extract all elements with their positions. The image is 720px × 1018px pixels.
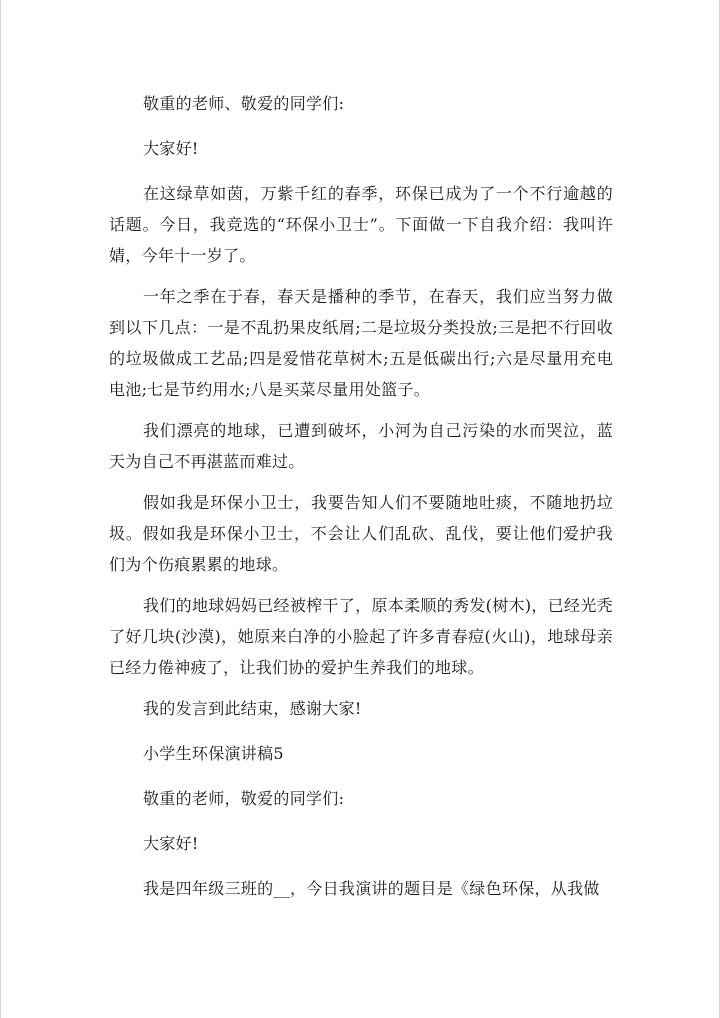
document-body: [109, 88, 613, 914]
paragraph: 我们的地球妈妈已经被榨干了，原本柔顺的秀发(树木)，已经光秃了好几块(沙漠)，她原来白净的小脸起了许多青春痘(火山)，地球母亲已经力倦神疲了，让我们协的爱护生养我们的地球。: [109, 596, 613, 677]
salutation: 敬重的老师、敬爱的同学们:: [143, 94, 345, 113]
salutation: 敬重的老师，敬爱的同学们:: [143, 789, 345, 808]
paragraph: 我们漂亮的地球，已遭到破坏，小河为自己污染的水而哭泣，蓝天为自己不再湛蓝而难过。: [109, 421, 613, 471]
paragraph: 一年之季在于春，春天是播种的季节，在春天，我们应当努力做到以下几点：一是不乱扔果皮纸屑;二是垃圾分类投放;三是把不行回收的垃圾做成工艺品;四是爱惜花草树木;五是低碳出行;六是尽量用充电电池;七是节约用水;八是买菜尽量用处篮子。: [109, 287, 613, 399]
greeting: 大家好!: [143, 139, 199, 158]
section-title: 小学生环保演讲稿5: [143, 744, 284, 763]
greeting: 大家好!: [143, 834, 199, 853]
paragraph: 在这绿草如茵，万紫千红的春季，环保已成为了一个不行逾越的话题。今日，我竞选的“环保小卫士”。下面做一下自我介绍：我叫许婧，今年十一岁了。: [109, 184, 613, 265]
paragraph: 假如我是环保小卫士，我要告知人们不要随地吐痰，不随地扔垃圾。假如我是环保小卫士，不会让人们乱砍、乱伐，要让他们爱护我们为个伤痕累累的地球。: [109, 493, 613, 574]
paragraph: 我是四年级三班的__，今日我演讲的题目是《绿色环保，从我做: [143, 879, 600, 898]
closing-line: 我的发言到此结束，感谢大家!: [143, 699, 362, 718]
